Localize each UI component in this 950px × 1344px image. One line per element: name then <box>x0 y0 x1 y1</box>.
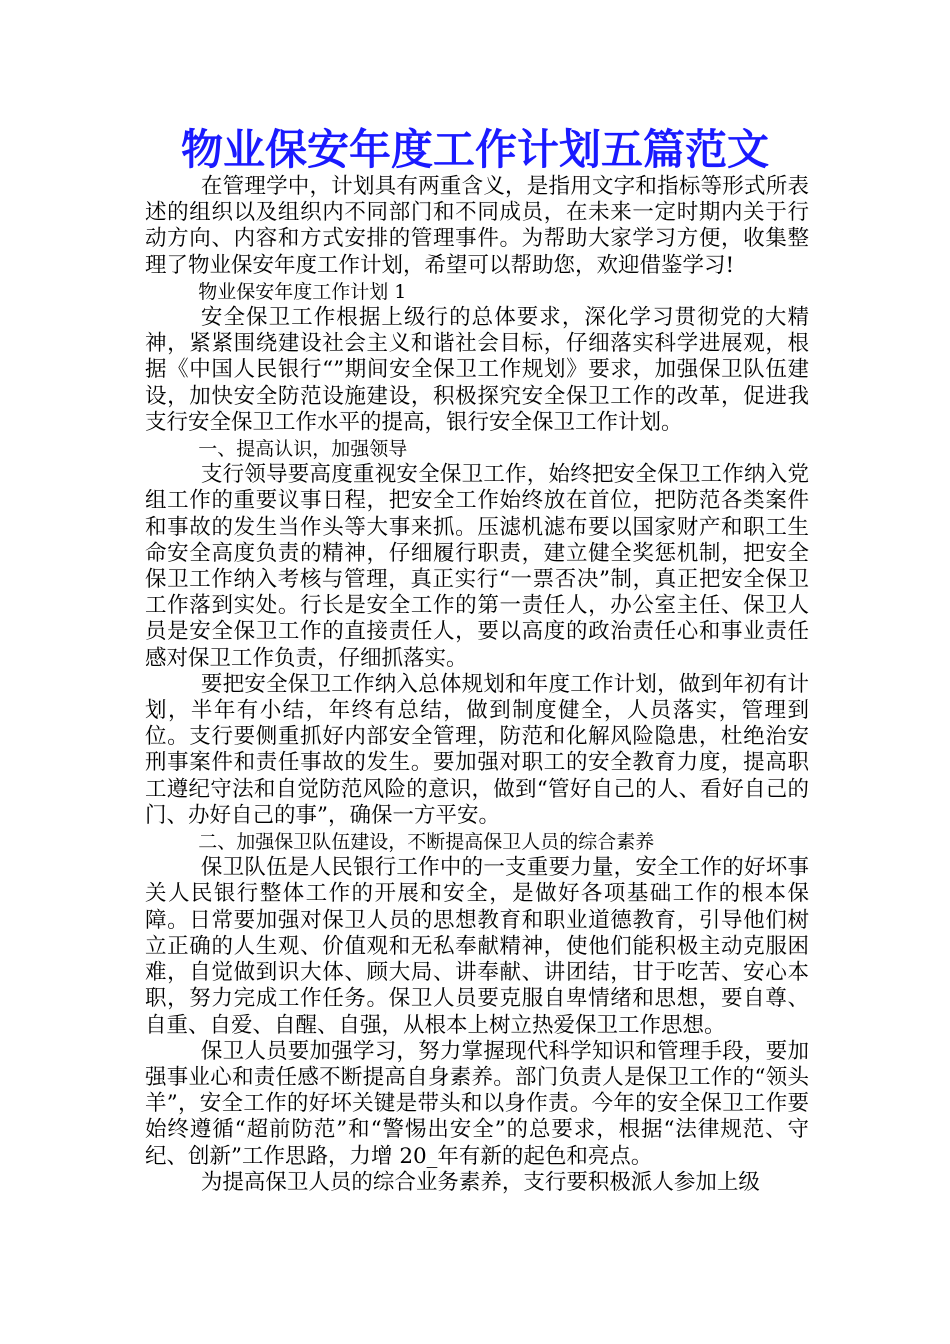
paragraph: 保卫人员要加强学习，努力掌握现代科学知识和管理手段，要加强事业心和责任感不断提高自身素养。部门负责人是保卫工作的“领头羊”，安全工作的好坏关键是带头和以身作责。今年的安全保卫工作要始终遵循“超前防范”和“警惕出安全”的总要求，根据“法律规范、守纪、创新”工作思路，力增 20_年有新的起色和亮点。 <box>145 1038 809 1169</box>
section-heading-plan-1: 物业保安年度工作计划 1 <box>198 280 407 303</box>
paragraph: 安全保卫工作根据上级行的总体要求，深化学习贯彻党的大精神，紧紧围绕建设社会主义和谐社会目标，仔细落实科学进展观，根据《中国人民银行“”期间安全保卫工作规划》要求，加强保卫队伍建设，加快安全防范设施建设，积极探究安全保卫工作的改革，促进我支行安全保卫工作水平的提高，银行安全保卫工作计划。 <box>145 305 809 435</box>
section-heading-1: 一、提高认识，加强领导 <box>198 438 408 461</box>
document-title: 物业保安年度工作计划五篇范文 <box>180 125 769 174</box>
paragraph: 要把安全保卫工作纳入总体规划和年度工作计划，做到年初有计划，半年有小结，年终有总结，做到制度健全，人员落实，管理到位。支行要侧重抓好内部安全管理，防范和化解风险隐患，杜绝治安刑事案件和责任事故的发生。要加强对职工的安全教育力度，提高职工遵纪守法和自觉防范风险的意识，做到“管好自己的人、看好自己的门、办好自己的事”，确保一方平安。 <box>145 671 809 828</box>
paragraph: 支行领导要高度重视安全保卫工作，始终把安全保卫工作纳入党组工作的重要议事日程，把安全工作始终放在首位，把防范各类案件和事故的发生当作头等大事来抓。压滤机滤布要以国家财产和职工生命安全高度负责的精神，仔细履行职责，建立健全奖惩机制，把安全保卫工作纳入考核与管理，真正实行“一票否决”制，真正把安全保卫工作落到实处。行长是安全工作的第一责任人，办公室主任、保卫人员是安全保卫工作的直接责任人，要以高度的政治责任心和事业责任感对保卫工作负责，仔细抓落实。 <box>145 462 809 671</box>
intro-paragraph: 在管理学中，计划具有两重含义，是指用文字和指标等形式所表述的组织以及组织内不同部门和不同成员，在未来一定时期内关于行动方向、内容和方式安排的管理事件。为帮助大家学习方便，收集整理了物业保安年度工作计划，希望可以帮助您，欢迎借鉴学习! <box>145 174 809 278</box>
paragraph: 为提高保卫人员的综合业务素养，支行要积极派人参加上级 <box>200 1169 760 1195</box>
document-body <box>145 174 809 1196</box>
paragraph: 保卫队伍是人民银行工作中的一支重要力量，安全工作的好坏事关人民银行整体工作的开展和安全，是做好各项基础工作的根本保障。日常要加强对保卫人员的思想教育和职业道德教育，引导他们树立正确的人生观、价值观和无私奉献精神，使他们能积极主动克服困难，自觉做到识大体、顾大局、讲奉献、讲团结，甘于吃苦、安心本职，努力完成工作任务。保卫人员要克服自卑情绪和思想，要自尊、自重、自爱、自醒、自强，从根本上树立热爱保卫工作思想。 <box>145 855 809 1038</box>
section-heading-2: 二、加强保卫队伍建设，不断提高保卫人员的综合素养 <box>198 831 655 854</box>
